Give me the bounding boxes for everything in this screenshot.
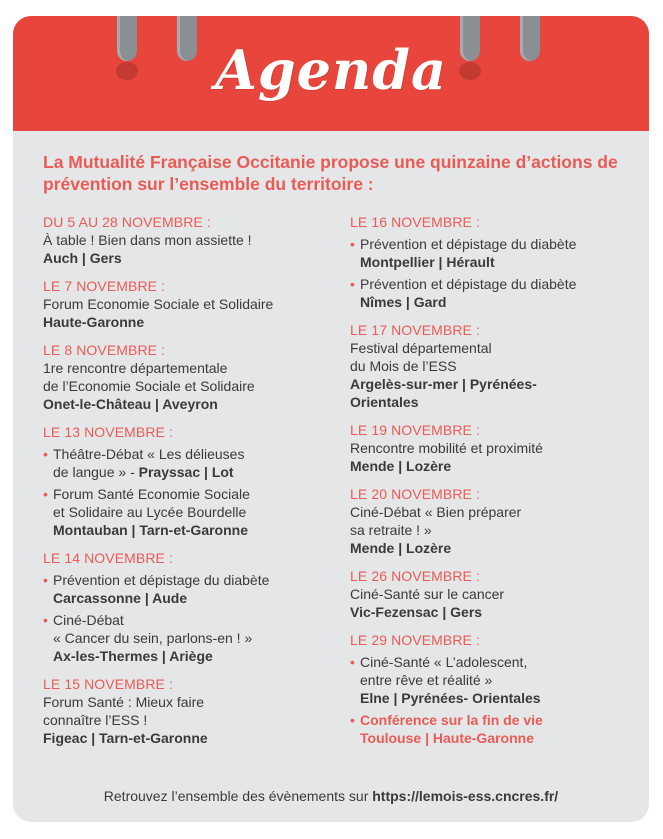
event-date: LE 7 NOVEMBRE : [43,278,166,294]
event-place: Montauban | Tarn-et-Garonne [53,522,248,538]
left-column [43,213,343,757]
event-date: LE 17 NOVEMBRE : [350,322,480,338]
event-place: Argelès-sur-mer | Pyrénées- Orientales [350,376,537,410]
event-item [43,485,343,539]
event-place: Elne | Pyrénées- Orientales [360,690,541,706]
event-description-text: Théâtre-Débat « Les délieuses de langue » - [53,446,245,480]
event-description: Rencontre mobilité et proximité [350,440,543,456]
agenda-section [350,485,640,557]
agenda-section [43,277,343,331]
event-item [350,653,640,707]
event-description: 1re rencontre départementale de l’Economie Sociale et Solidaire [43,360,255,394]
event-place: Mende | Lozère [350,458,452,474]
footer [13,788,649,804]
agenda-section [43,423,343,539]
event-place: Toulouse | Haute-Garonne [360,730,535,746]
agenda-section [43,549,343,665]
event-description: • Prévention et dépistage du diabète [360,276,577,292]
event-place: Figeac | Tarn-et-Garonne [43,730,208,746]
event-date: LE 19 NOVEMBRE : [350,422,480,438]
footer-text: Retrouvez l’ensemble des évènements sur [103,788,373,804]
event-place: Mende | Lozère [350,540,452,556]
intro-text: La Mutualité Française Occitanie propose une quinzaine d’actions de prévention sur l’ensemble du territoire : [43,152,618,194]
calendar-header [13,16,649,131]
event-description: • Conférence sur la fin de vie [360,712,543,728]
event-place: Montpellier | Hérault [360,254,495,270]
event-description [53,445,343,481]
event-place: Nîmes | Gard [360,294,447,310]
event-description: • Ciné-Santé « L’adolescent, entre rêve et réalité » [360,654,528,688]
agenda-section [350,213,640,311]
event-place: Ax-les-Thermes | Ariège [53,648,213,664]
event-description: Forum Economie Sociale et Solidaire [43,296,274,312]
agenda-section [350,567,640,621]
event-date: DU 5 AU 28 NOVEMBRE : [43,214,211,230]
agenda-section [350,421,640,475]
event-item [43,445,343,481]
agenda-section [43,675,343,747]
event-description: • Prévention et dépistage du diabète [360,236,577,252]
agenda-section [43,341,343,413]
event-place: Vic-Fezensac | Gers [350,604,483,620]
event-item [350,235,640,271]
event-place: Auch | Gers [43,250,122,266]
event-description: Festival départemental du Mois de l’ESS [350,340,492,374]
event-item [350,711,640,747]
event-date: LE 8 NOVEMBRE : [43,342,166,358]
event-place: Carcassonne | Aude [53,590,188,606]
event-description: Forum Santé : Mieux faire connaître l’ESS ! [43,694,205,728]
event-date: LE 15 NOVEMBRE : [43,676,173,692]
event-place: Onet-le-Château | Aveyron [43,396,218,412]
event-description: • Ciné-Débat « Cancer du sein, parlons-en ! » [53,612,253,646]
event-description: Ciné-Santé sur le cancer [350,586,505,602]
footer-link[interactable]: https://lemois-ess.cncres.fr/ [372,788,559,804]
event-date: LE 13 NOVEMBRE : [43,424,173,440]
agenda-section [43,213,343,267]
event-description: • Prévention et dépistage du diabète [53,572,270,588]
event-item [43,611,343,665]
agenda-card [13,16,649,822]
event-date: LE 14 NOVEMBRE : [43,550,173,566]
event-place: Prayssac | Lot [138,464,234,480]
event-description: À table ! Bien dans mon assiette ! [43,232,252,248]
event-date: LE 29 NOVEMBRE : [350,632,480,648]
event-item [43,571,343,607]
event-place: Haute-Garonne [43,314,145,330]
event-date: LE 26 NOVEMBRE : [350,568,480,584]
right-column [350,213,640,757]
agenda-section [350,631,640,747]
page-title: Agenda [214,38,448,102]
event-item [350,275,640,311]
event-description: • Forum Santé Economie Sociale et Solidaire au Lycée Bourdelle [53,486,250,520]
event-date: LE 16 NOVEMBRE : [350,214,480,230]
agenda-section [350,321,640,411]
event-date: LE 20 NOVEMBRE : [350,486,480,502]
event-description: Ciné-Débat « Bien préparer sa retraite ! » [350,504,522,538]
